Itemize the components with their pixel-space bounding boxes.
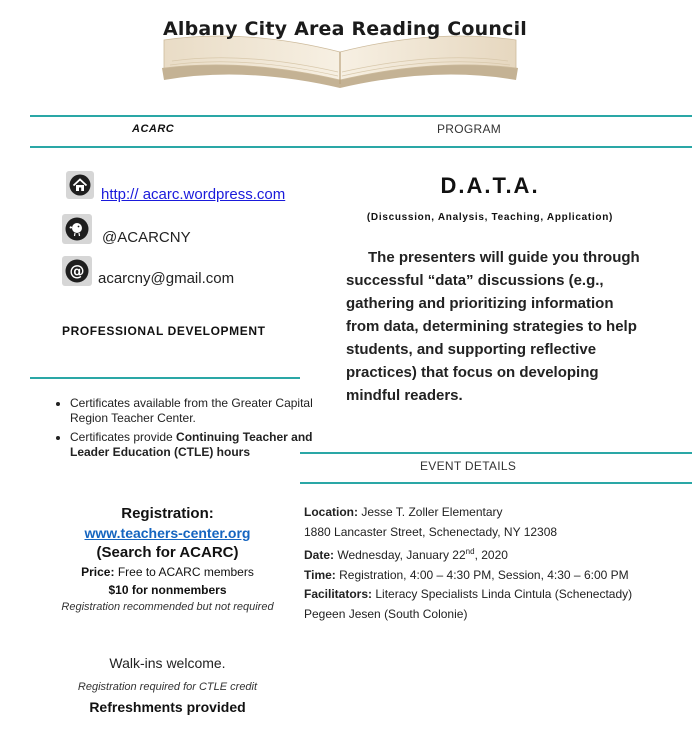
location-value: Jesse T. Zoller Elementary	[358, 505, 503, 519]
facilitators-line-2: Pegeen Jesen (South Colonie)	[304, 606, 468, 621]
event-details-heading: EVENT DETAILS	[420, 459, 517, 473]
date-suffix: nd	[465, 547, 475, 556]
walkins-note: Walk-ins welcome.	[109, 655, 226, 671]
nonmember-price: $10 for nonmembers	[108, 583, 227, 597]
email-address[interactable]: acarcny@gmail.com	[98, 270, 235, 287]
program-heading: PROGRAM	[437, 122, 502, 136]
program-description: The presenters will guide you through successful “data” discussions (e.g., gathering and prioritizing information from data, determining strategies to help students, and supporting reflective practices) that focus on developing mindful readers.	[346, 249, 640, 404]
registration-block	[40, 505, 295, 613]
refreshments-note: Refreshments provided	[89, 699, 246, 715]
date-label: Date:	[304, 548, 335, 562]
price-label: Price:	[81, 565, 115, 579]
event-details	[304, 503, 689, 624]
bird-icon	[62, 214, 92, 244]
council-title: Albany City Area Reading Council	[162, 18, 528, 40]
ctle-hours: Continuing Teacher and Leader Education (CTLE) hours	[70, 430, 313, 459]
facilitators-line	[304, 585, 689, 605]
twitter-handle[interactable]: @ACARCNY	[102, 229, 191, 246]
registration-title: Registration:	[121, 505, 214, 522]
rule-below-headings	[30, 146, 692, 148]
location-line	[304, 503, 689, 523]
time-line	[304, 566, 689, 586]
list-item: • Certificates available from the Greater Capital Region Teacher Center.	[70, 396, 315, 426]
website-link[interactable]: http:// acarc.wordpress.com	[101, 186, 286, 203]
location-label: Location:	[304, 505, 358, 519]
facilitators-value: Literacy Specialists Linda Cintula (Schenectady)	[372, 587, 633, 601]
rule-left-mid	[30, 377, 300, 379]
org-abbrev: ACARC	[132, 123, 175, 135]
list-item	[70, 430, 315, 460]
registration-link[interactable]: www.teachers-center.org	[84, 525, 251, 541]
date-value: Wednesday, January 22	[334, 548, 466, 562]
time-label: Time:	[304, 567, 336, 582]
time-value: Registration, 4:00 – 4:30 PM, Session, 4:30 – 6:00 PM	[335, 567, 629, 582]
section-heading-professional-development: PROFESSIONAL DEVELOPMENT	[62, 324, 266, 338]
svg-text:@: @	[69, 262, 85, 280]
certificates-list	[50, 396, 315, 464]
facilitators-label: Facilitators:	[304, 587, 373, 601]
rule-top	[30, 115, 692, 117]
at-icon	[62, 256, 92, 286]
rule-event-bottom	[300, 482, 692, 484]
date-year: , 2020	[474, 548, 508, 562]
program-subtitle: (Discussion, Analysis, Teaching, Application)	[366, 212, 614, 223]
registration-search-hint: (Search for ACARC)	[96, 544, 239, 561]
rule-event-top	[300, 452, 692, 454]
program-title: D.A.T.A.	[440, 173, 540, 198]
price-line	[40, 565, 295, 579]
ctle-prefix: Certificates provide	[70, 430, 177, 444]
address-line: 1880 Lancaster Street, Schenectady, NY 12308	[304, 524, 558, 539]
date-line	[304, 542, 689, 566]
price-value: Free to ACARC members	[114, 565, 254, 579]
registration-note: Registration recommended but not required	[61, 601, 274, 613]
home-icon	[66, 171, 94, 199]
ctle-credit-note: Registration required for CTLE credit	[77, 681, 258, 693]
